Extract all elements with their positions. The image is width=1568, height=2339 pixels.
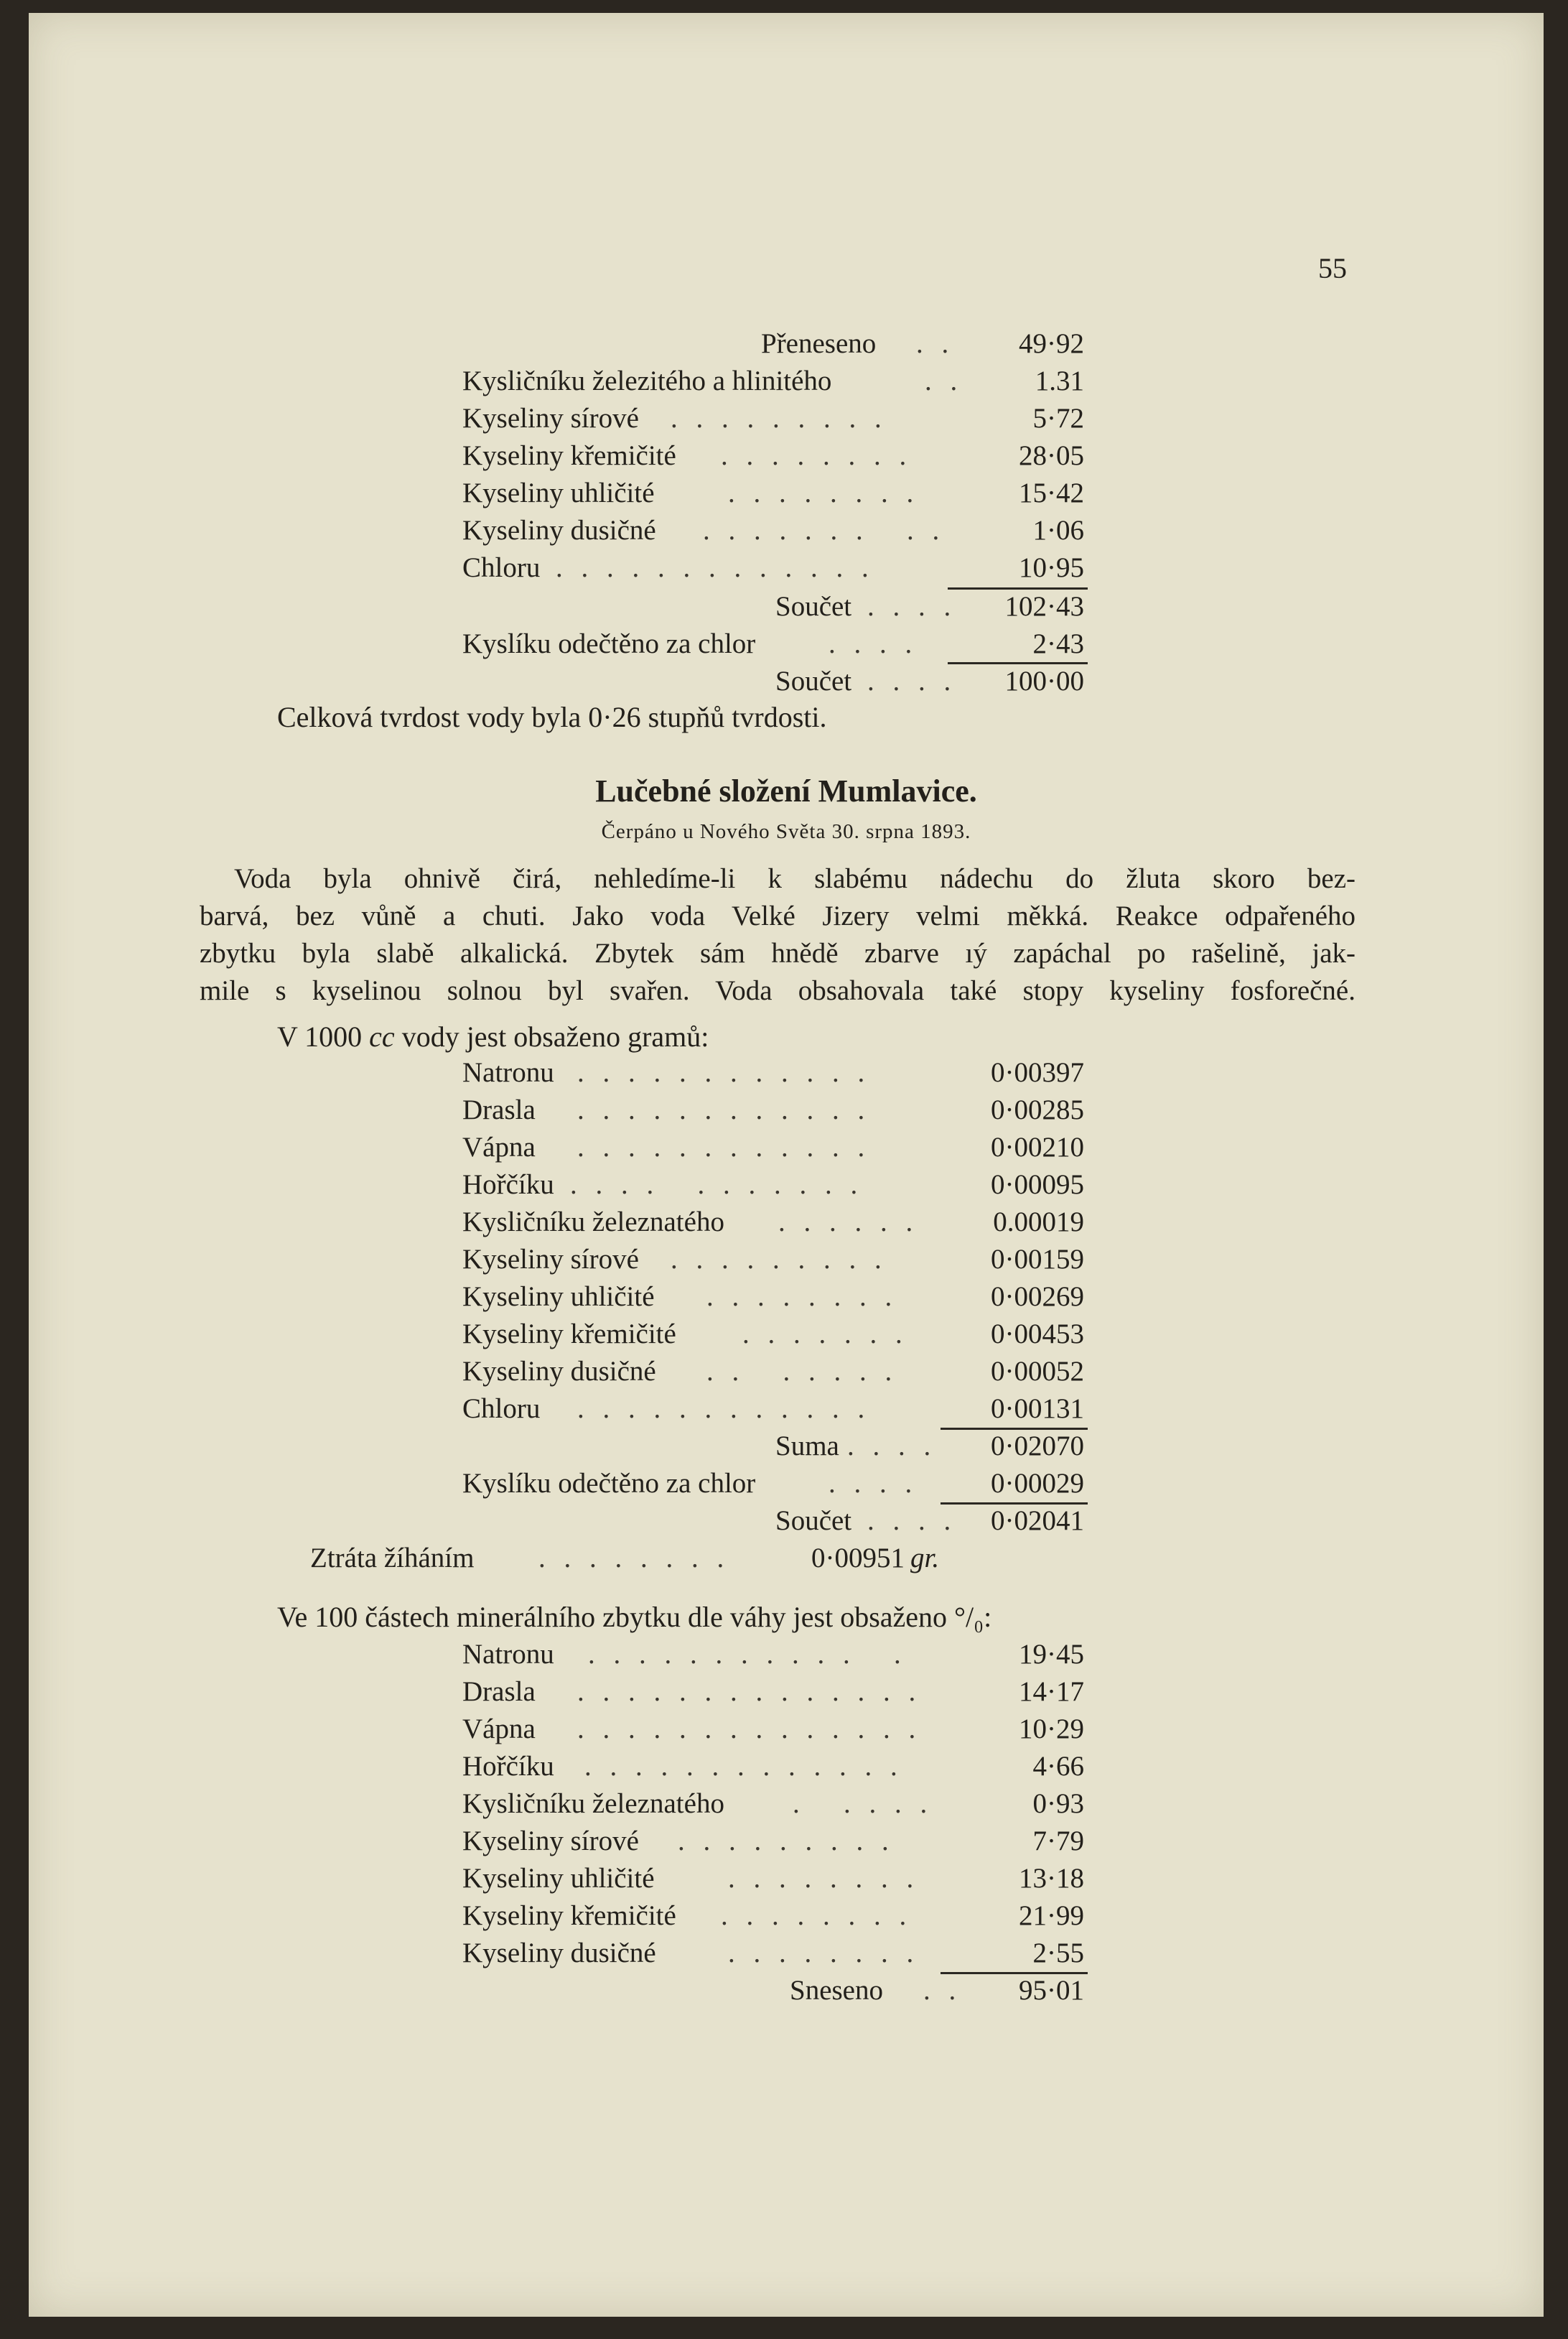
table-row [462, 513, 1084, 548]
row-value: 0·00951 [811, 1543, 905, 1573]
table-row [462, 1675, 1084, 1709]
row-value: 100·00 [1004, 666, 1084, 697]
row-value: 2·43 [1032, 628, 1084, 659]
row-dots: . . . . . . . . [728, 478, 920, 508]
row-value: 10·95 [1019, 552, 1084, 583]
row-dots: . . . . . . . . . . . . [577, 1393, 871, 1424]
table-row [761, 327, 1084, 361]
row-label: Kyseliny dusičné [462, 1356, 656, 1387]
table-row [462, 551, 1084, 585]
table-row [462, 1466, 1084, 1501]
intro-unit: cc [369, 1020, 395, 1053]
row-label: Drasla [462, 1094, 536, 1125]
row-value: 1·06 [1032, 515, 1084, 546]
row-label: Kyseliny křemičité [462, 1319, 676, 1349]
table-row [775, 1504, 1084, 1538]
row-dots: . . [925, 366, 963, 396]
row-label: Vápna [462, 1132, 536, 1163]
row-dots: . . . . [867, 666, 957, 697]
row-value: 7·79 [1032, 1826, 1084, 1856]
row-dots: . . . . . . . . . [671, 403, 887, 434]
row-value: 102·43 [1004, 591, 1084, 622]
book-page [29, 13, 1544, 2317]
table-row [462, 1712, 1084, 1747]
row-label: Sneseno [790, 1975, 883, 2006]
table-row [462, 1317, 1084, 1352]
row-value: 0·00029 [991, 1468, 1084, 1499]
row-dots: . . . . . . . [706, 1356, 898, 1387]
table-row [462, 1824, 1084, 1859]
row-dots: . . . . . . . . [721, 1900, 913, 1931]
row-label: Součet [775, 666, 852, 697]
row-dots: . . . . . . . . . [671, 1244, 887, 1275]
intro-100-parts: Ve 100 částech minerálního zbytku dle váhy jest obsaženo °/₀: [277, 1601, 992, 1633]
row-dots: . . . . . . . . . . . . [577, 1132, 871, 1163]
table-row [462, 1056, 1084, 1090]
row-label: Součet [775, 591, 852, 622]
row-dots: . . . . . . . . . . . . . [556, 552, 874, 583]
table-row [775, 590, 1084, 624]
row-label: Kysličníku železnatého [462, 1206, 724, 1237]
row-dots: . . . . . . . . . . . . [577, 1057, 871, 1088]
row-label: Chloru [462, 1393, 541, 1424]
intro-suffix: vody jest obsaženo gramů: [401, 1020, 709, 1053]
row-value: 0·00397 [991, 1057, 1084, 1088]
row-dots: . . . . . . . . . . . [570, 1169, 864, 1200]
row-label: Hořčíku [462, 1169, 554, 1200]
row-dots: . . . . . . . . . [703, 515, 946, 546]
row-label: Ztráta žíháním [310, 1543, 475, 1573]
row-label: Kyseliny uhličité [462, 478, 655, 508]
row-dots: . . . . . . . . . . . . . . [577, 1713, 922, 1744]
row-dots: . . . . [847, 1431, 937, 1461]
description-paragraph [200, 860, 1355, 1010]
row-dots: . . . . . . . . [728, 1938, 920, 1968]
row-label: Kyseliny uhličité [462, 1863, 655, 1894]
section-subtitle: Čerpáno u Nového Světa 30. srpna 1893. [601, 820, 971, 843]
row-label: Suma [775, 1431, 839, 1461]
row-dots: . . [923, 1975, 962, 2006]
row-dots: . . . . . . . [742, 1319, 908, 1349]
row-value: 21·99 [1019, 1900, 1084, 1931]
row-value: 0.00019 [993, 1206, 1084, 1237]
row-value: 0·02070 [991, 1431, 1084, 1461]
row-label: Natronu [462, 1639, 554, 1670]
row-label: Kyseliny dusičné [462, 1938, 656, 1968]
row-unit: gr. [910, 1543, 940, 1573]
table-row [462, 1749, 1084, 1784]
table-row [462, 1093, 1084, 1127]
row-label: Kyseliny uhličité [462, 1281, 655, 1312]
table-row [462, 476, 1084, 511]
table-row [462, 439, 1084, 473]
row-dots: . . . . . . . . . . . . . . [577, 1676, 922, 1707]
table-row [462, 1899, 1084, 1933]
row-label: Kyslíku odečtěno za chlor [462, 1468, 756, 1499]
row-label: Kyseliny křemičité [462, 440, 676, 471]
row-value: 4·66 [1032, 1751, 1084, 1782]
table-row [462, 1637, 1084, 1672]
row-value: 0·02041 [991, 1505, 1084, 1536]
paragraph-line: Voda byla ohnivě čirá, nehledíme-li k slabému nádechu do žluta skoro bez- [234, 863, 1355, 894]
table-row [462, 1130, 1084, 1165]
row-value: 13·18 [1019, 1863, 1084, 1894]
table-row [462, 1936, 1084, 1971]
row-value: 0·93 [1032, 1788, 1084, 1819]
row-dots: . . . . . . . . [538, 1543, 730, 1573]
row-value: 19·45 [1019, 1639, 1084, 1670]
row-label: Kyseliny křemičité [462, 1900, 676, 1931]
table-row [462, 364, 1084, 399]
paragraph-line: barvá, bez vůně a chuti. Jako voda Velké Jizery velmi měkká. Reakce odpařeného [200, 901, 1355, 931]
table-row [790, 1973, 1084, 2008]
row-value: 14·17 [1019, 1676, 1084, 1707]
row-label: Hořčíku [462, 1751, 554, 1782]
table-row [775, 1429, 1084, 1464]
page-number: 55 [1318, 252, 1347, 284]
hardness-note: Celková tvrdost vody byla 0·26 stupňů tvrdosti. [277, 701, 827, 733]
row-dots: . . [916, 328, 955, 359]
intro-prefix: V 1000 [277, 1020, 363, 1053]
row-value: 5·72 [1032, 403, 1084, 434]
row-value: 0·00131 [991, 1393, 1084, 1424]
row-dots: . . . . . . . . [721, 440, 913, 471]
row-dots: . . . . . . . . . . . . [577, 1094, 871, 1125]
row-value: 0·00285 [991, 1094, 1084, 1125]
row-dots: . . . . . . . . [728, 1863, 920, 1894]
row-value: 95·01 [1019, 1975, 1084, 2006]
row-label: Kysličníku železnatého [462, 1788, 724, 1819]
table-row [462, 1392, 1084, 1426]
row-value: 1.31 [1035, 366, 1084, 396]
row-dots: . . . . [867, 1505, 957, 1536]
table-row [462, 1280, 1084, 1314]
row-label: Chloru [462, 552, 541, 583]
row-label: Vápna [462, 1713, 536, 1744]
row-label: Přeneseno [761, 328, 877, 359]
table-row [462, 1861, 1084, 1896]
row-label: Natronu [462, 1057, 554, 1088]
row-value: 2·55 [1032, 1938, 1084, 1968]
row-value: 0·00052 [991, 1356, 1084, 1387]
row-value: 28·05 [1019, 440, 1084, 471]
table-row [462, 1787, 1084, 1821]
row-value: 49·92 [1019, 328, 1084, 359]
row-label: Kyslíku odečtěno za chlor [462, 628, 756, 659]
section-title: Lučebné složení Mumlavice. [595, 773, 977, 809]
row-value: 15·42 [1019, 478, 1084, 508]
row-value: 0·00095 [991, 1169, 1084, 1200]
row-dots: . . . . . . . . . . . . [588, 1639, 907, 1670]
row-label: Kyseliny sírové [462, 403, 639, 434]
row-dots: . . . . [867, 591, 957, 622]
row-label: Kyseliny sírové [462, 1826, 639, 1856]
table-row [462, 1168, 1084, 1202]
loss-row [310, 1541, 956, 1576]
table-row [462, 1354, 1084, 1389]
paragraph-line: zbytku byla slabě alkalická. Zbytek sám hnědě zbarve ıý zapáchal po rašelině, jak- [200, 938, 1355, 969]
row-dots: . . . . . . . . . [678, 1826, 895, 1856]
row-label: Kysličníku železitého a hlinitého [462, 366, 832, 396]
row-label: Kyseliny dusičné [462, 515, 656, 546]
table-row [462, 627, 1084, 661]
row-dots: . . . . [829, 1468, 918, 1499]
row-label: Kyseliny sírové [462, 1244, 639, 1275]
row-label: Drasla [462, 1676, 536, 1707]
row-value: 10·29 [1019, 1713, 1084, 1744]
row-dots: . . . . . . . . [706, 1281, 898, 1312]
paragraph-line: mile s kyselinou solnou byl svařen. Voda obsahovala také stopy kyseliny fosforečné. [200, 975, 1355, 1006]
row-value: 0·00453 [991, 1319, 1084, 1349]
intro-1000cc [277, 1018, 709, 1056]
row-dots: . . . . . . . . . . . . . [584, 1751, 903, 1782]
row-value: 0·00269 [991, 1281, 1084, 1312]
row-dots: . . . . . [793, 1788, 933, 1819]
row-dots: . . . . [829, 628, 918, 659]
table-row [775, 664, 1084, 699]
row-value: 0·00210 [991, 1132, 1084, 1163]
row-label: Součet [775, 1505, 852, 1536]
row-dots: . . . . . . [778, 1206, 919, 1237]
table-row [462, 1242, 1084, 1277]
table-row [462, 1205, 1084, 1240]
table-row [462, 401, 1084, 436]
row-value: 0·00159 [991, 1244, 1084, 1275]
